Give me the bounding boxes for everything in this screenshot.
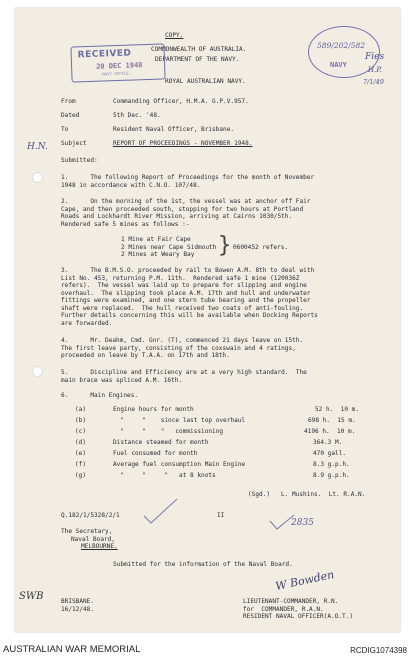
engine-row-letter: (g) [75, 472, 87, 479]
engine-row-label: " " " commissioning [113, 428, 224, 435]
typed-signature: (Sgd.) L. Mushins. Lt. R.A.N. [248, 491, 366, 498]
dated-value: 5th Dec. '48. [113, 112, 161, 119]
submitted-label: Submitted: [61, 157, 98, 164]
document-page [15, 8, 400, 632]
tick-mark-icon [267, 513, 297, 533]
commonwealth-line: COMMONWEALTH OF AUSTRALIA. [151, 46, 247, 53]
paragraph-line: Roads and Lockhardt River Mission, arriving at Cairns 1030/5th. [61, 213, 293, 220]
paragraph-line: overhaul. The slipping took place A.M. 17th and hull and underwater [61, 289, 311, 297]
received-stamp-label: RECEIVED [77, 48, 132, 61]
margin-note-date: 7/1/49 [363, 78, 384, 86]
engine-row-letter: (b) [75, 417, 87, 424]
engine-row-label: Engine hours for month [113, 406, 194, 413]
rank-line: LIEUTENANT-COMMANDER, R.N. [243, 598, 339, 605]
paragraph-line: shaft were replaced. The hull received two coats of anti-fouling. [61, 304, 304, 312]
paragraph-line: List No. 453, returning P.M. 11th. Rendered safe 1 mine (120036Z [61, 274, 300, 282]
margin-note-file: Fies [365, 52, 385, 62]
paragraph-line: Further details concerning this will be available when Docking Reports [61, 312, 318, 319]
engine-row-value: 364.3 M. [313, 439, 343, 446]
for-line: for COMMANDER, R.A.N. [243, 605, 324, 613]
paragraph-line: 6. Main Engines. [61, 392, 139, 399]
engine-row-label: Average fuel consumption Main Engine [113, 461, 246, 468]
paragraph-line: proceeded on leave by T.A.A. on 17th and 18th. [61, 352, 230, 359]
mine-list-item: 2 Mines at Weary Bay [121, 251, 195, 258]
from-value: Commanding Officer, H.M.A. G.P.V.957. [113, 98, 249, 105]
subject-value: REPORT OF PROCEEDINGS - NOVEMBER 1948. [113, 140, 253, 147]
engine-row-letter: (c) [75, 428, 87, 435]
addressee-line: The Secretary, [61, 528, 113, 535]
department-line: DEPARTMENT OF THE NAVY. [155, 56, 240, 63]
margin-note-hn: H.N. [27, 142, 48, 152]
dated-label: Dated [61, 112, 80, 119]
file-reference: Q.182/1/5328/2/1 [61, 512, 120, 519]
paragraph-line: 3. The B.M.S.O. proceeded by rail to Bowen A.M. 8th to deal with [61, 267, 315, 274]
to-label: To [61, 126, 69, 133]
office-line: RESIDENT NAVAL OFFICER(A.O.T.) [243, 613, 354, 620]
engine-row-value: 470 gall. [313, 450, 347, 457]
addressee-line: MELBOURNE. [81, 543, 118, 550]
place-line: BRISBANE. [61, 598, 95, 605]
paragraph-line: The first leave party, consisting of the coxswain and 4 ratings, [61, 344, 296, 352]
punch-hole [32, 172, 43, 183]
received-stamp-date: 20 DEC 1948 [95, 61, 143, 71]
margin-note-hp: H.P. [368, 66, 382, 74]
paragraph-line: Cape, and then proceeded south, stopping for two hours at Portland [61, 205, 304, 213]
archive-id: RCDIG1074398 [350, 646, 407, 655]
reference-mark: II [217, 512, 225, 519]
paragraph-line: 1. The following Report of Proceedings for the month of November [61, 174, 315, 181]
engine-row-value: 8.3 g.p.h. [313, 461, 350, 468]
copy-heading: COPY. [165, 32, 184, 39]
from-label: From [61, 98, 76, 105]
handwritten-initials: SWB [19, 591, 44, 602]
date-line: 16/12/48. [61, 605, 95, 613]
paragraph-line: 1948 in accordance with C.N.O. 107/48. [61, 181, 201, 189]
handwritten-signature: W Bowden [274, 567, 336, 594]
subject-label: Subject [61, 140, 87, 147]
registry-number: 589/202/582 [317, 41, 365, 50]
mine-list-item: 1 Mine at Fair Cape [121, 236, 191, 243]
engine-row-label: Fuel consumed for month [113, 450, 198, 457]
paragraph-line: fittings were examined, and one stern tube bearing and the propeller [61, 297, 311, 304]
ran-line: ROYAL AUSTRALIAN NAVY. [165, 78, 246, 85]
received-stamp-sub: NAVY OFFICE [102, 70, 129, 77]
paragraph-line: 4. Mr. Deahm, Cmd. Gnr. (T), commenced 21 days leave on 15th. [61, 337, 304, 344]
engine-row-value: 698 h. 15 m. [308, 417, 356, 424]
submitted-for-info: Submitted for the information of the Naval Board. [113, 561, 293, 568]
engine-row-value: 8.9 g.p.h. [313, 472, 350, 479]
archive-footer [0, 640, 411, 666]
received-stamp [70, 43, 165, 82]
mines-reference: 0600452 refers. [233, 243, 289, 251]
to-value: Resident Naval Officer, Brisbane. [113, 126, 235, 133]
engine-row-label: " " " at 8 knots [113, 472, 216, 479]
paragraph-line: main brace was spliced A.M. 16th. [61, 376, 183, 384]
engine-row-letter: (d) [75, 439, 87, 446]
engine-row-label: " " since last top overhaul [113, 417, 246, 424]
paragraph-line: Rendered safe 5 mines as follows :- [61, 220, 190, 228]
engine-row-value: 52 h. 10 m. [315, 406, 360, 413]
tick-mark-icon [141, 496, 181, 526]
paragraph-line: 5. Discipline and Efficiency are at a very high standard. The [61, 369, 307, 376]
engine-row-letter: (a) [75, 406, 87, 413]
engine-row-label: Distance steamed for month [113, 439, 209, 446]
paragraph-line: are forwarded. [61, 319, 113, 327]
mine-list-item: 2 Mines near Cape Sidmouth [121, 243, 217, 251]
paragraph-line: refers). The vessel was laid up to prepare for slipping and engine [61, 282, 307, 289]
paragraph-line: 2. On the morning of the 1st, the vessel was at anchor off Fair [61, 198, 311, 205]
addressee-line: Naval Board, [71, 535, 116, 543]
engine-row-letter: (f) [75, 461, 87, 468]
mines-brace: } [218, 233, 232, 258]
engine-row-value: 4196 h. 10 m. [304, 428, 356, 435]
engine-row-letter: (e) [75, 450, 87, 457]
registry-navy-label: NAVY [330, 61, 347, 69]
handwritten-reference-number: 2835 [291, 518, 314, 528]
punch-hole [32, 366, 43, 377]
archive-name: AUSTRALIAN WAR MEMORIAL [3, 644, 141, 655]
